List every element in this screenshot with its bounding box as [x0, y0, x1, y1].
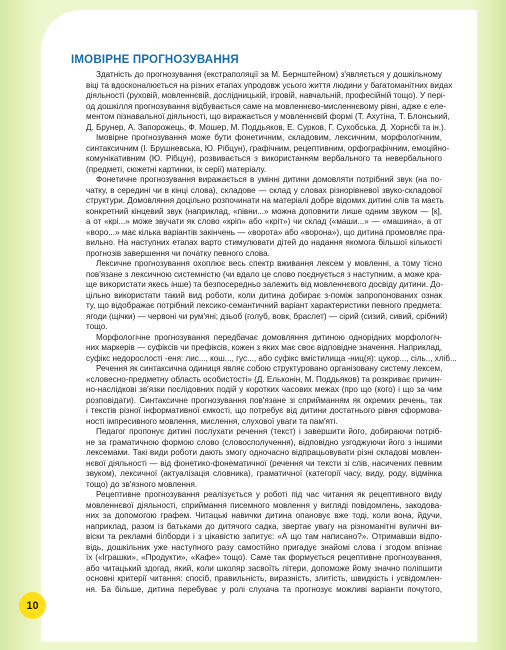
- text-line: вильно. На наступних етапах варто стимулювати дітей до надання якомога більшої кількості: [86, 238, 442, 247]
- text-line: Здатність до прогнозування (екстраполяції за М. Бернштейном) з'являється у дошкільному: [96, 70, 442, 79]
- text-line: Лексичне прогнозування охоплює весь спектр вживання лексем у мовленні, а тому тісно: [96, 259, 442, 268]
- text-line: віці та вдосконалюється на різних етапах упродовж усього життя людини у багатоманітних видах: [86, 80, 453, 90]
- text-line: або читацький здогад, який, коли школяр засвоїть літери, допоможе йому значно поліпшити: [86, 563, 442, 573]
- text-line: тощо.: [86, 322, 108, 331]
- text-line: ності імпресивного мовлення, мислення, слухової уваги та пам'яті.: [86, 416, 338, 426]
- text-line: Фонетичне прогнозування виражається в умінні дитини домовляти потрібний звук (на по-: [96, 175, 442, 184]
- text-line: наприклад, разом із батьками до дитячого садка, звертає увагу на різноманітні вуличні ви-: [86, 521, 442, 531]
- text-line: відь, дошкільник уже наступного разу самостійно пригадує знайомі слова і згодом впізнає: [86, 542, 442, 552]
- text-line: чатку, в середині чи в кінці слова), складове — склад у словах різнорівневої звуко-складової: [86, 185, 442, 195]
- text-line: тощо) до зв'язного мовлення.: [86, 479, 198, 489]
- text-line: них за допомогою графем. Читацькі навички дитина опановує вже тоді, коли вона, йдучи,: [86, 511, 442, 520]
- text-line: но-наслідкові зв'язки послідовних подій у коротких часових межах (про що (кого) і що за чим: [86, 385, 442, 394]
- text-line: «словесно-предметну область особистості» (Д. Ельконін, М. Поддьяков) та розкриває причин-: [86, 374, 442, 384]
- text-line: розповідати). Синтаксичне прогнозування пов'язане зі сприйманням як окремих речень, так: [86, 395, 442, 405]
- text-line: а от «крі...» може звучати як слово «кріп» або «кріт») чи склад («маши...» — «машина», а от: [86, 217, 442, 226]
- text-line: прогнозів завершення чи початку певного слова.: [86, 248, 270, 258]
- text-line: основні критерії читання: спосіб, правильність, виразність, злитість, швидкість і усвідомлен-: [86, 574, 442, 583]
- text-line: їх («Іграшки», «Продукти», «Кафе» тощо). Саме так формується рецептивне прогнозування,: [86, 553, 442, 562]
- text-line: цільно використати такий вид роботи, коли дитина добирає з-поміж запропонованих ознак: [86, 290, 442, 300]
- text-line: Морфологічне прогнозування передбачає домовляння дитиною однорідних морфологіч-: [96, 332, 442, 342]
- text-line: діяльності (руховій, мовленнєвій, дослідницькій, ігровій, навчальній, професійній тощо). У пері-: [86, 91, 446, 100]
- text-line: пов'язане з лексичною системністю (чи вдало це слово поєднується з наступним, а може кра-: [86, 269, 442, 279]
- text-line: і текстів різної інформативної ємкості, що потребує від дитини достатнього рівня сформова-: [86, 406, 442, 415]
- text-line: ягоди (щічки) — червоні чи рум'яні; дзьоб (голуб, вовк, браслет) — сірий (сизий, сивий, срібний): [86, 311, 448, 321]
- page-number: 10: [19, 592, 46, 619]
- text-line: ту, що відображає потрібний лексико-семантичний варіант характеристики певного предмета:: [86, 301, 442, 310]
- text-line: Речення як синтаксична одиниця являє собою структуровано організовану систему лексем,: [96, 364, 443, 373]
- text-line: Педагог пропонує дитині послухати речення (текст) і завершити його, добираючи потріб-: [96, 427, 442, 436]
- text-line: не за граматичною формою слово (словосполучення), відповідно узгоджуючи його з іншими: [86, 437, 442, 447]
- text-line: Рецептивне прогнозування реалізується у роботі під час читання як рецептивного виду: [96, 490, 442, 499]
- text-line: лексемами. Такі види роботи дають змогу одночасно відпрацьовувати різні складові мовлен-: [86, 448, 442, 457]
- text-line: синтаксичним (І. Брушневська, Ю. Рібцун), графічним, рецептивним, орфографічним, емоційно-: [86, 143, 450, 153]
- text-line: структури. Домовляння доцільно розпочинати на матеріалі добре відомих дитині слів та маєть: [86, 196, 444, 205]
- text-line: ще використати якесь інше) та безпосередньо залежить від мовленнєвого досвіду дитини. До-: [86, 280, 444, 289]
- text-line: «воро...» має кілька варіантів закінчень — «ворота» або «ворона»), що дитина промовляє пра-: [86, 227, 446, 237]
- text-line: од дошкілля прогнозування відбувається саме на мовленнєво-мисленнєвому рівні, адже є еле-: [86, 101, 447, 111]
- text-line: мовленнєвої діяльності, сприймання писемного мовлення у вигляді повідомлень, закодова-: [86, 500, 442, 510]
- text-line: (предметі, сюжетні картинки, іх серії) матеріалу.: [86, 164, 266, 174]
- text-line: звуком), лексичної (актуалізація словника), граматичної (категорії часу, виду, роду, відмінка: [86, 469, 442, 478]
- section-heading: ІМОВІРНЕ ПРОГНОЗУВАННЯ: [71, 54, 239, 66]
- text-line: нєвої діяльності — від фонетико-фонематичної (речення чи тексти зі слів, насичених певним: [86, 458, 442, 468]
- text-line: ня. Ба більше, дитина перебуває у ролі слухача та прогнозує можливі варіанти почутого,: [86, 584, 442, 594]
- text-line: суфікс недорослості -еня: лис..., кош..., гус..., або суфікс вмістилища -ниц(я): цукор..., сіль.., хліб...: [86, 353, 457, 363]
- text-line: конкретний кінцевий звук (наприклад, «півни...» можна доповнити лише одним звуком — [к],: [86, 206, 442, 216]
- text-line: віски та рекламні білборди і з цікавістю запитує: «А що там написано?». Отримавши відпо-: [86, 532, 442, 541]
- body-text: [86, 70, 457, 595]
- text-line: комунікативним (Ю. Рібцун), розвивається з використанням вербального та невербального: [86, 154, 442, 163]
- text-line: них маркерів — суфіксів чи префіксів, кожен з яких має своє відповідне значення. Наприклад,: [86, 343, 442, 352]
- text-line: Імовірне прогнозування може бути фонетичним, складовим, лексичним, морфологічним,: [96, 133, 442, 142]
- text-line: ментом пізнавальної діяльності, що виражається у мовленнєвій формі (Т. Ахутіна, Т. Блонський,: [86, 112, 450, 121]
- text-line: Д. Брунер, А. Запорожець, Ф. Мошер, М. Поддьяков, Е. Сурков, Г. Сухобська, Д. Хорнсбі та ін.).: [86, 122, 446, 132]
